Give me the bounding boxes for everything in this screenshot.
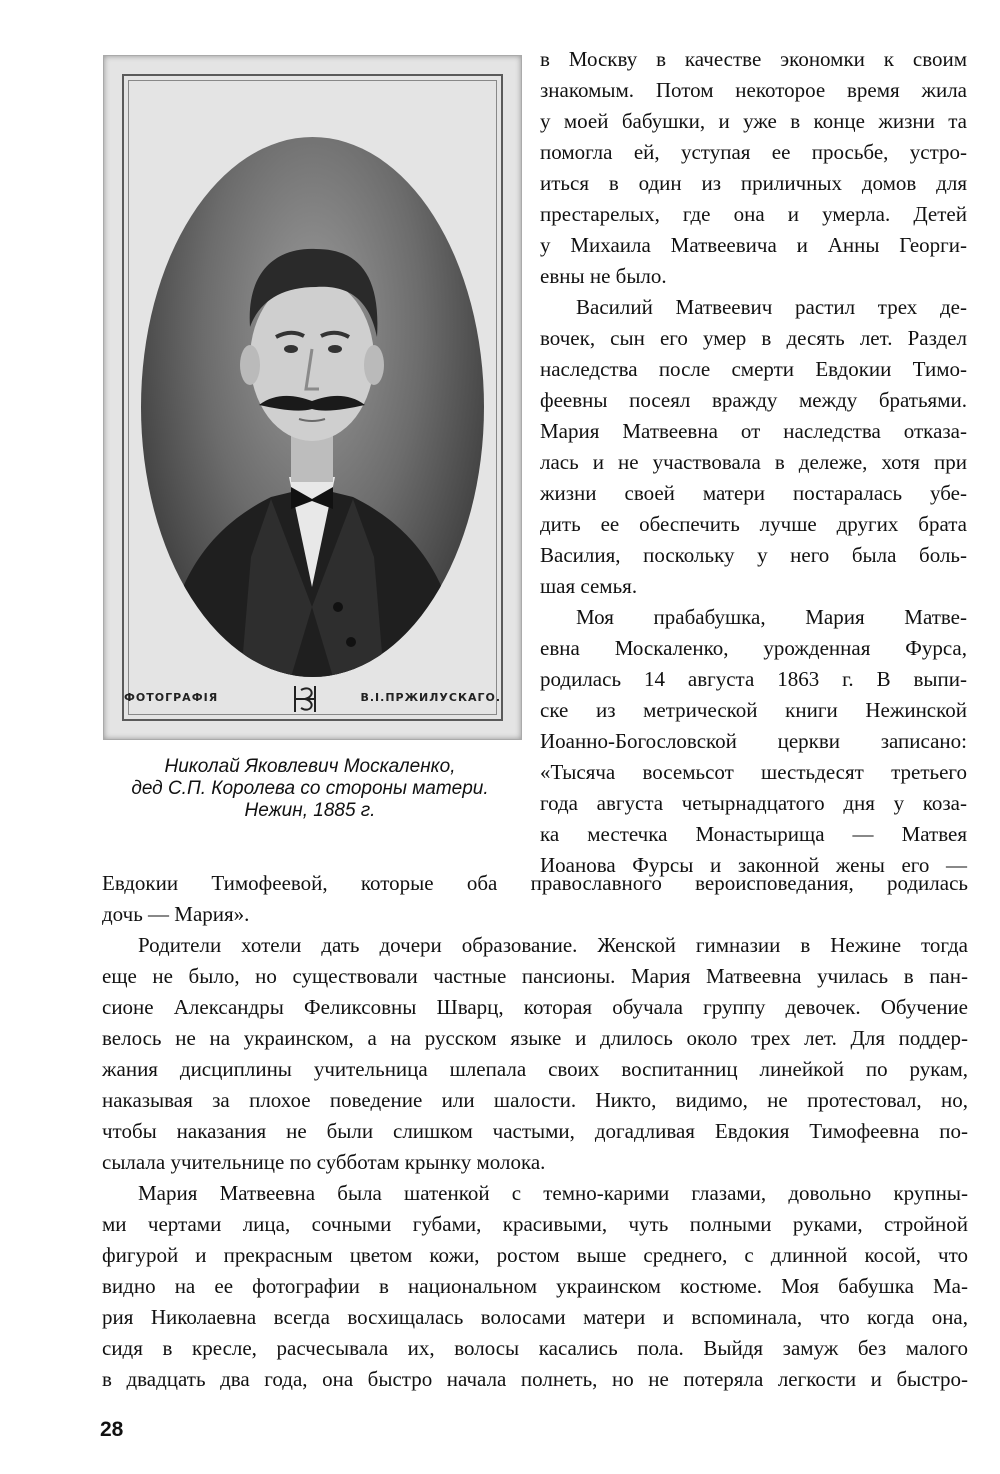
full-width-text: [102, 868, 968, 1395]
text-line: дочь — Мария».: [102, 902, 250, 926]
page-number: 28: [100, 1418, 124, 1441]
caption-line: Нежин, 1885 г.: [244, 800, 376, 821]
text-line: видно на ее фотографии в национальном украинском костюме. Моя бабушка Ма-: [102, 1274, 968, 1298]
text-line: Моя прабабушка, Мария Матве-: [576, 605, 967, 629]
text-line: лась и не участвовала в дележе, хотя при: [540, 450, 967, 474]
text-line: наказывая за плохое поведение или шалости. Никто, видимо, не протестовал, но,: [102, 1088, 968, 1112]
text-line: сидя в кресле, расчесывала их, волосы касались пола. Выйдя замуж без малого: [102, 1336, 968, 1360]
text-line: ка местечка Монастырища — Матвея: [540, 822, 967, 846]
portrait-photo-card: [103, 55, 522, 740]
text-line: чтобы наказания не были слишком частыми, догадливая Евдокия Тимофеевна по-: [102, 1119, 968, 1143]
studio-label-right: В.I.ПРЖИЛУСКАГО.: [360, 691, 501, 704]
text-line: в двадцать два года, она быстро начала полнеть, но не потеряла легкости и быстро-: [102, 1367, 968, 1391]
text-line: у Михаила Матвеевича и Анны Георги-: [540, 233, 967, 257]
text-line: ске из метрической книги Нежинской: [540, 698, 967, 722]
text-line: помогла ей, уступая ее просьбе, устро-: [540, 140, 967, 164]
caption-line: Николай Яковлевич Москаленко,: [164, 756, 456, 777]
text-line: года августа четырнадцатого дня у коза-: [540, 791, 967, 815]
right-column-text: [540, 44, 967, 881]
text-line: вочек, сын его умер в десять лет. Раздел: [540, 326, 967, 350]
text-line: наследства после смерти Евдокии Тимо-: [540, 357, 967, 381]
text-line: евны не было.: [540, 264, 667, 288]
text-line: у моей бабушки, и уже в конце жизни та: [540, 109, 967, 133]
text-line: Иоанова Фурсы и законной жены его —: [540, 853, 967, 877]
text-line: еще не было, но существовали частные пансионы. Мария Матвеевна училась в пан-: [102, 964, 968, 988]
text-line: Евдокии Тимофеевой, которые оба православного вероисповедания, родилась: [102, 871, 968, 895]
text-line: знакомым. Потом некоторое время жила: [540, 78, 967, 102]
portrait-oval: [141, 137, 484, 677]
text-line: Мария Матвеевна от наследства отказа-: [540, 419, 967, 443]
text-line: шая семья.: [540, 574, 638, 598]
text-line: Родители хотели дать дочери образование. Женской гимназии в Нежине тогда: [138, 933, 968, 957]
text-line: феевны посеял вражду между братьями.: [540, 388, 967, 412]
text-line: фигурой и прекрасным цветом кожи, ростом выше среднего, с длинной косой, что: [102, 1243, 968, 1267]
studio-label-left: ФОТОГРАФIЯ: [124, 691, 219, 704]
text-line: жизни своей матери постаралась убе-: [540, 481, 967, 505]
text-line: иться в один из приличных домов для: [540, 171, 967, 195]
text-line: дить ее обеспечить лучше других брата: [540, 512, 967, 536]
caption-line: дед С.П. Королева со стороны матери.: [131, 778, 489, 799]
text-line: в Москву в качестве экономки к своим: [540, 47, 967, 71]
text-line: сылала учительнице по субботам крынку молока.: [102, 1150, 546, 1174]
photo-studio-imprint: [124, 682, 501, 714]
text-line: сионе Александры Феликсовны Шварц, которая обучала группу девочек. Обучение: [102, 995, 968, 1019]
text-line: Василия, поскольку у него была боль-: [540, 543, 967, 567]
studio-monogram-icon: [287, 682, 323, 716]
text-line: евна Москаленко, урожденная Фурса,: [540, 636, 967, 660]
text-line: престарелых, где она и умерла. Детей: [540, 202, 967, 226]
text-line: ми чертами лица, сочными губами, красивыми, чуть полными руками, стройной: [102, 1212, 968, 1236]
text-line: жания дисциплины учительница шлепала своих воспитанниц линейкой по рукам,: [102, 1057, 968, 1081]
photo-caption: [100, 756, 520, 822]
text-line: Иоанно-Богословской церкви записано:: [540, 729, 967, 753]
portrait-image: [141, 137, 484, 677]
text-line: рия Николаевна всегда восхищалась волосами матери и вспоминала, что когда она,: [102, 1305, 968, 1329]
text-line: «Тысяча восемьсот шестьдесят третьего: [540, 760, 967, 784]
text-line: велось не на украинском, а на русском языке и длилось около трех лет. Для поддер-: [102, 1026, 968, 1050]
text-line: родилась 14 августа 1863 г. В выпи-: [540, 667, 967, 691]
text-line: Василий Матвеевич растил трех де-: [576, 295, 967, 319]
text-line: Мария Матвеевна была шатенкой с темно-карими глазами, довольно крупны-: [138, 1181, 968, 1205]
